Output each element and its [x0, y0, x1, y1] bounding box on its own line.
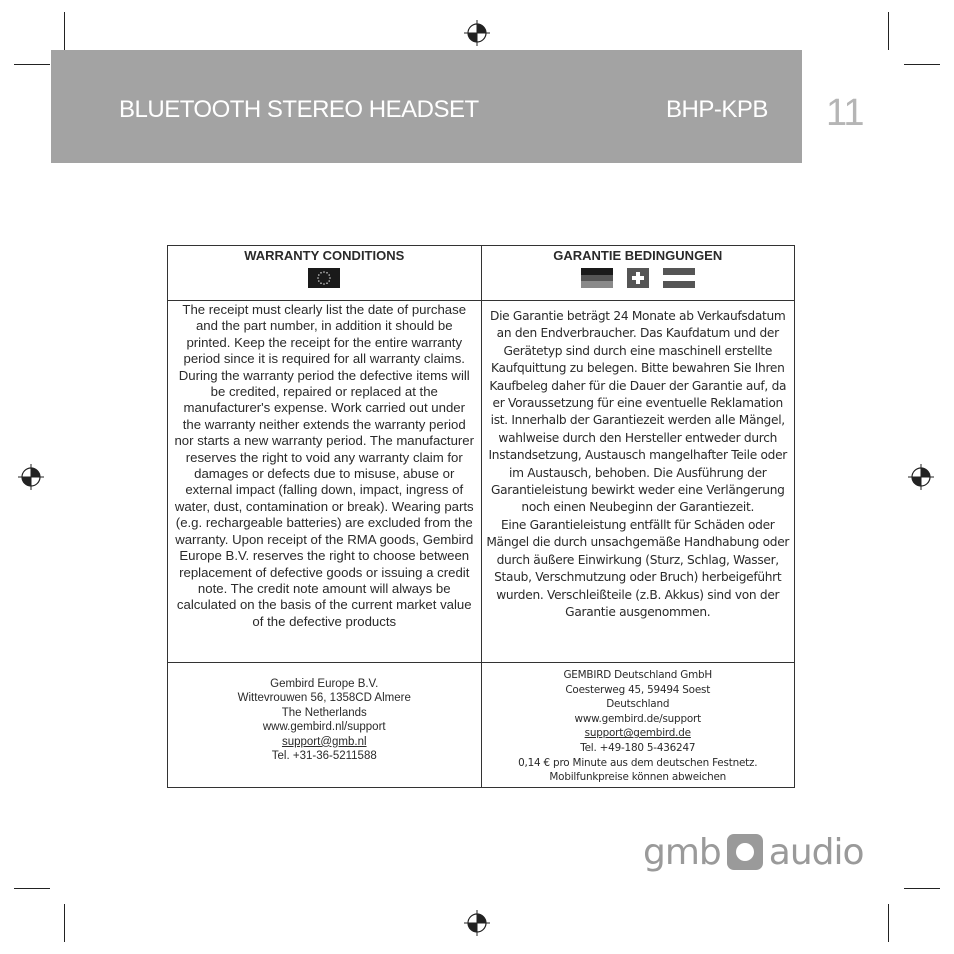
mobile-rate-note: Mobilfunkpreise können abweichen	[549, 771, 727, 784]
eu-flag-icon	[308, 268, 340, 288]
company-name: Gembird Europe B.V.	[270, 678, 379, 690]
logo-circle-icon	[727, 834, 763, 870]
address-de	[482, 663, 795, 785]
phone-number: Tel. +31-36-5211588	[271, 750, 377, 763]
warranty-heading-de-cell	[481, 246, 795, 301]
warranty-body-en: The receipt must clearly list the date of purchase and the part number, in addition it should be printed. Keep the receipt for the entire warranty period since it is required for all warranty claims. During the warranty period the defective items will be credited, repaired or replaced at the manufacturer's expense. Work carried out under the warranty neither extends the warranty period nor starts a new warranty period. The manufacturer reserves the right to void any warranty claim for damages or defects due to misuse, abuse or external impact (falling down, impact, ingress of water, dust, contamination or break). Wearing parts (e.g. rechargeable batteries) are excluded from the warranty. Upon receipt of the RMA goods, Gembird Europe B.V. reserves the right to choose between replacement of defective goods or issuing a credit note. The credit note amount will always be calculated on the basis of the current market value of the defective products	[174, 302, 475, 629]
crop-mark	[64, 12, 65, 50]
crop-mark	[888, 12, 889, 50]
call-rate-note: 0,14 € pro Minute aus dem deutschen Festnetz.	[518, 756, 758, 769]
crop-mark	[14, 64, 50, 65]
crop-mark	[888, 904, 889, 942]
address-en-cell	[168, 663, 482, 788]
warranty-body-de-cell	[481, 301, 795, 663]
support-email-link[interactable]: support@gmb.nl	[281, 735, 367, 748]
logo-text-gmb: gmb	[643, 831, 721, 873]
phone-number: Tel. +49-180 5-436247	[580, 741, 696, 754]
warranty-paragraph: Die Garantie beträgt 24 Monate ab Verkaufsdatum an den Endverbraucher. Das Kaufdatum und der Gerätetyp sind durch eine maschinell erstellte Kaufquittung zu belegen. Bitte bewahren Sie Ihren Kaufbeleg daher für die Dauer der Garantie auf, da er Voraussetzung für eine eventuelle Reklamation ist. Innerhalb der Garantiezeit werden alle Mängel, wahlweise durch den Hersteller entweder durch Instandsetzung, Austausch mangelhafter Teile oder im Austausch, behoben. Die Ausführung der Garantieleistung bewirkt weder eine Verlängerung noch einen Neubeginn der Garantiezeit.	[488, 309, 787, 515]
support-website: www.gembird.de/support	[574, 712, 701, 725]
country: Deutschland	[606, 698, 670, 711]
warranty-table	[167, 245, 795, 788]
warranty-heading-en-cell	[168, 246, 482, 301]
street-address: Coesterweg 45, 59494 Soest	[565, 683, 711, 696]
gmb-audio-logo	[643, 830, 864, 874]
country: The Netherlands	[281, 706, 367, 719]
warranty-heading-en: WARRANTY CONDITIONS	[244, 248, 405, 263]
registration-mark-icon	[18, 464, 44, 490]
registration-mark-icon	[464, 20, 490, 46]
registration-mark-icon	[464, 910, 490, 936]
crop-mark	[904, 64, 940, 65]
document-title: BLUETOOTH STEREO HEADSET	[119, 96, 479, 123]
logo-text-audio: audio	[768, 831, 864, 873]
page-number: 11	[826, 92, 864, 134]
address-de-cell	[481, 663, 795, 788]
registration-mark-icon	[908, 464, 934, 490]
model-number: BHP-KPB	[666, 96, 768, 123]
germany-flag-icon	[581, 268, 613, 288]
address-en	[168, 663, 481, 787]
warranty-heading-de: GARANTIE BEDINGUNGEN	[553, 248, 723, 263]
crop-mark	[64, 904, 65, 942]
support-email-link[interactable]: support@gembird.de	[584, 727, 691, 740]
street-address: Wittevrouwen 56, 1358CD Almere	[237, 692, 411, 705]
company-name: GEMBIRD Deutschland GmbH	[563, 669, 713, 681]
support-website: www.gembird.nl/support	[262, 721, 386, 734]
crop-mark	[14, 888, 50, 889]
warranty-body-de	[482, 301, 795, 621]
switzerland-flag-icon	[627, 268, 649, 288]
austria-flag-icon	[663, 268, 695, 288]
warranty-body-en-cell	[168, 301, 482, 663]
warranty-paragraph: Eine Garantieleistung entfällt für Schäden oder Mängel die durch unsachgemäße Handhabung oder durch äußere Einwirkung (Sturz, Schlag, Wasser, Staub, Verschmutzung oder Bruch) herbeigeführt wurden. Verschleißteile (z.B. Akkus) sind von der Garantie ausgenommen.	[486, 517, 790, 619]
crop-mark	[904, 888, 940, 889]
